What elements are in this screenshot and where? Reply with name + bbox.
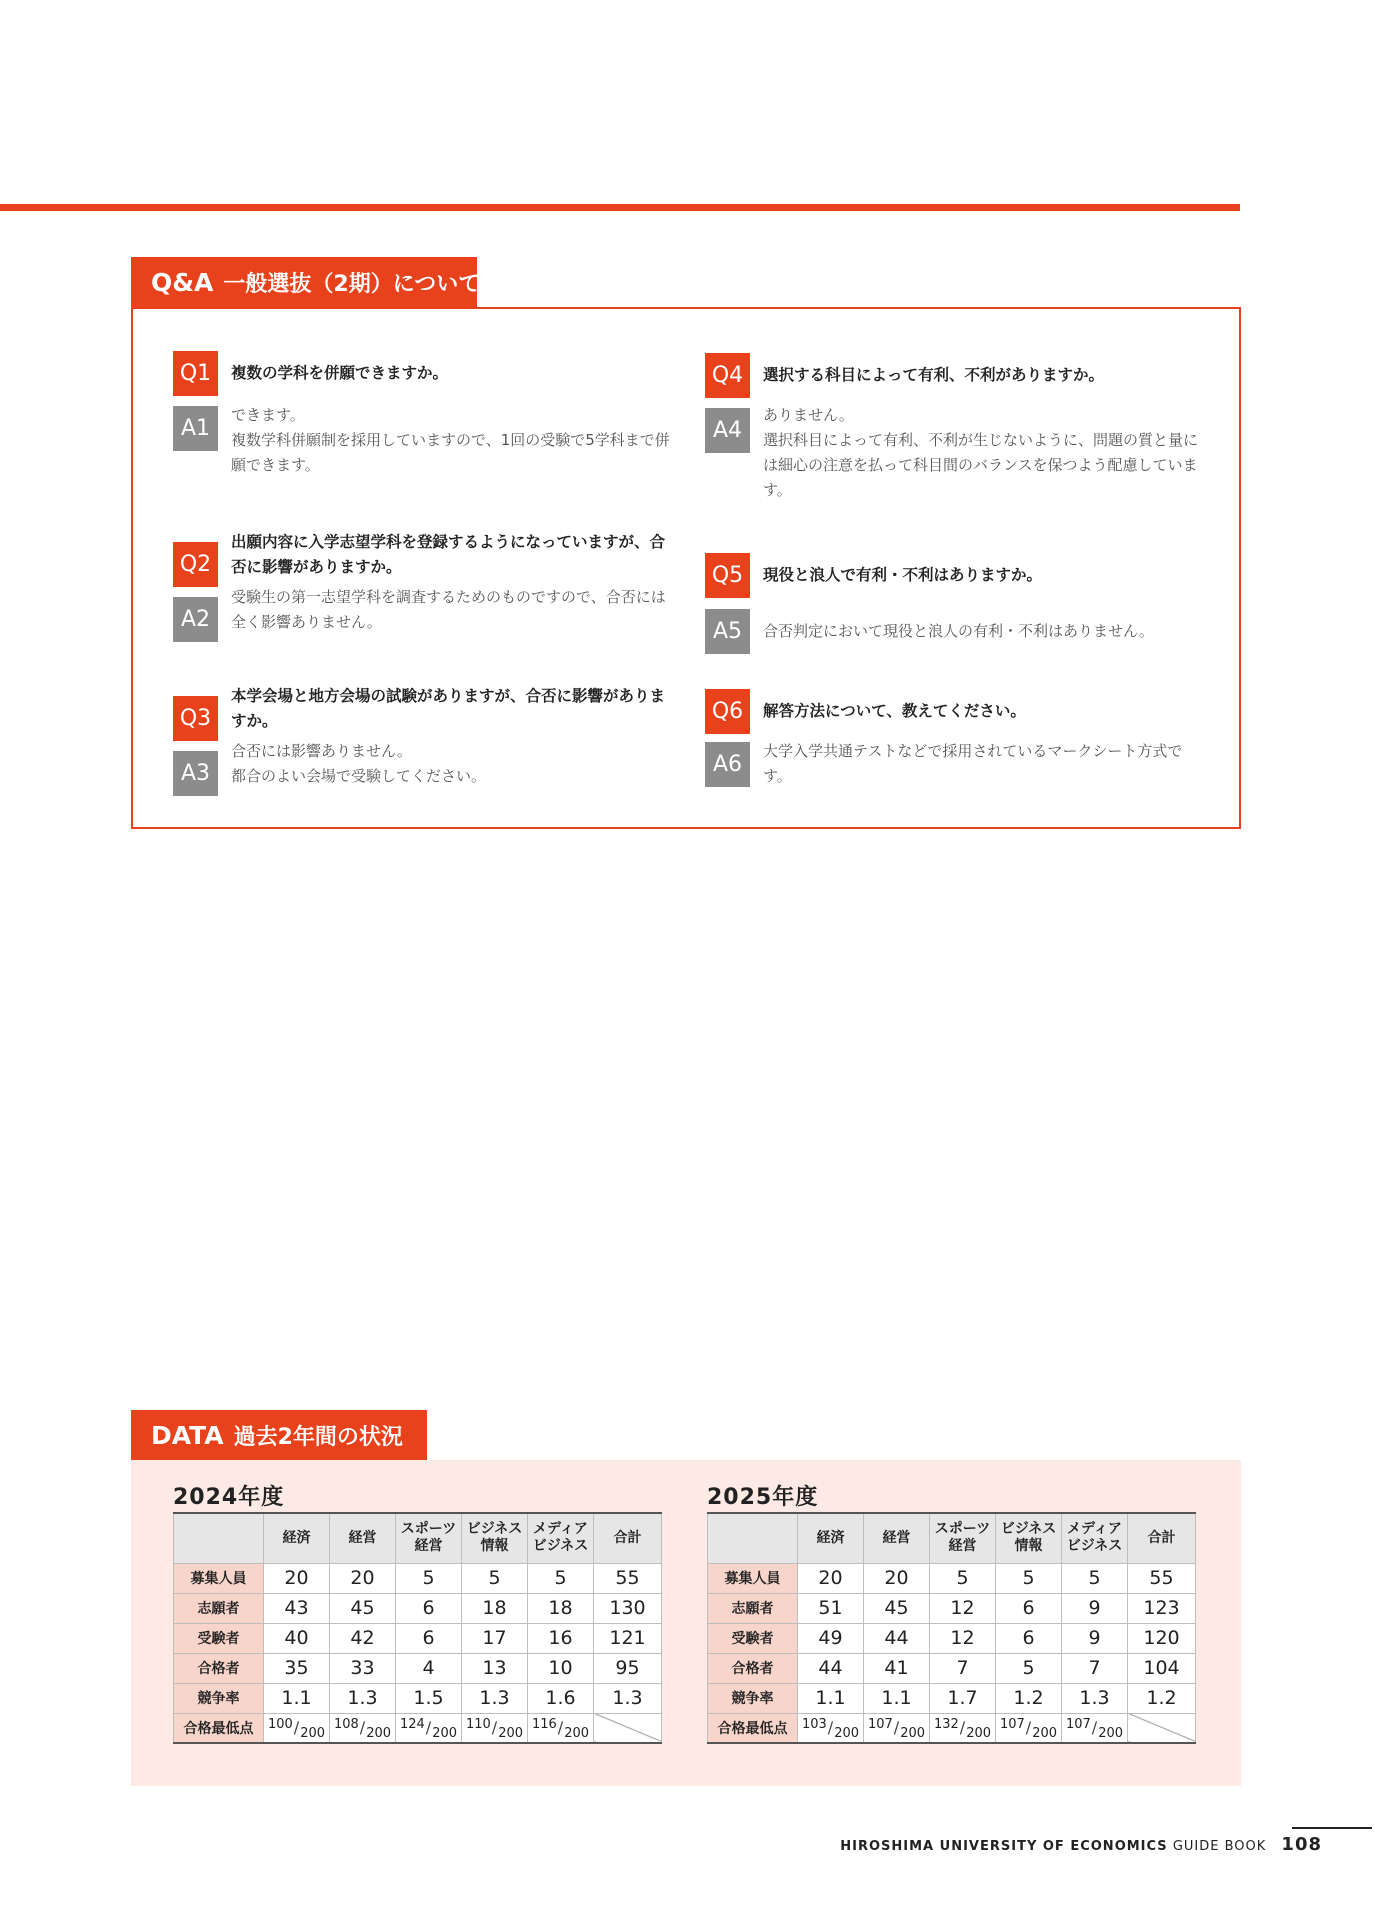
column-header: メディア ビジネス bbox=[528, 1513, 594, 1563]
question-badge: Q1 bbox=[173, 351, 218, 396]
min-score-cell bbox=[264, 1713, 330, 1743]
table-cell: 51 bbox=[798, 1593, 864, 1623]
empty-diagonal-cell bbox=[1128, 1713, 1196, 1743]
answer-badge: A2 bbox=[173, 597, 218, 642]
data-tab-title: 過去2年間の状況 bbox=[233, 1425, 403, 1450]
question-text: 出願内容に入学志望学科を登録するようになっていますが、合否に影響がありますか。 bbox=[231, 533, 666, 576]
min-score-value: 132 bbox=[933, 1717, 959, 1733]
table-cell: 9 bbox=[1062, 1593, 1128, 1623]
min-score-value: 103 bbox=[801, 1717, 827, 1733]
table-cell: 12 bbox=[930, 1593, 996, 1623]
fraction-slash: ∕ bbox=[425, 1718, 432, 1738]
fraction-slash: ∕ bbox=[359, 1718, 366, 1738]
question-badge: Q3 bbox=[173, 696, 218, 741]
min-score-denominator: 200 bbox=[432, 1726, 458, 1742]
table-cell: 121 bbox=[594, 1623, 662, 1653]
min-score-value: 107 bbox=[999, 1717, 1025, 1733]
table-cell: 6 bbox=[396, 1593, 462, 1623]
min-score-value: 124 bbox=[399, 1717, 425, 1733]
fraction-slash: ∕ bbox=[827, 1718, 834, 1738]
table-year-2024: 2024年度 bbox=[173, 1485, 285, 1510]
row-header: 志願者 bbox=[174, 1593, 264, 1623]
answer-text: 合否には影響ありません。 都合のよい会場で受験してください。 bbox=[231, 742, 487, 785]
table-cell: 20 bbox=[264, 1563, 330, 1593]
stats-table-2025 bbox=[707, 1512, 1196, 1744]
table-cell: 1.2 bbox=[996, 1683, 1062, 1713]
table-cell: 1.1 bbox=[798, 1683, 864, 1713]
min-score-value: 107 bbox=[867, 1717, 893, 1733]
table-cell: 1.1 bbox=[264, 1683, 330, 1713]
min-score-denominator: 200 bbox=[498, 1726, 524, 1742]
row-header: 受験者 bbox=[174, 1623, 264, 1653]
table-cell: 12 bbox=[930, 1623, 996, 1653]
min-score-denominator: 200 bbox=[900, 1726, 926, 1742]
answer-badge: A5 bbox=[705, 609, 750, 654]
table-cell: 35 bbox=[264, 1653, 330, 1683]
table-cell: 1.3 bbox=[594, 1683, 662, 1713]
empty-diagonal-cell bbox=[594, 1713, 662, 1743]
min-score-cell bbox=[396, 1713, 462, 1743]
min-score-value: 110 bbox=[465, 1717, 491, 1733]
footer-rule bbox=[1292, 1827, 1372, 1829]
row-header: 合格者 bbox=[174, 1653, 264, 1683]
table-cell: 1.3 bbox=[462, 1683, 528, 1713]
min-score-denominator: 200 bbox=[1098, 1726, 1124, 1742]
table-cell: 5 bbox=[1062, 1563, 1128, 1593]
qa-tab-title: 一般選抜（2期）について bbox=[223, 272, 481, 297]
min-score-value: 116 bbox=[531, 1717, 557, 1733]
table-cell: 49 bbox=[798, 1623, 864, 1653]
table-row bbox=[708, 1653, 1196, 1683]
table-cell: 44 bbox=[864, 1623, 930, 1653]
table-cell: 95 bbox=[594, 1653, 662, 1683]
table-cell: 1.6 bbox=[528, 1683, 594, 1713]
table-cell: 1.5 bbox=[396, 1683, 462, 1713]
min-score-denominator: 200 bbox=[366, 1726, 392, 1742]
table-cell: 45 bbox=[864, 1593, 930, 1623]
fraction-slash: ∕ bbox=[893, 1718, 900, 1738]
min-score-denominator: 200 bbox=[564, 1726, 590, 1742]
row-header: 志願者 bbox=[708, 1593, 798, 1623]
table-cell: 44 bbox=[798, 1653, 864, 1683]
table-row bbox=[708, 1713, 1196, 1743]
table-cell: 130 bbox=[594, 1593, 662, 1623]
table-cell: 17 bbox=[462, 1623, 528, 1653]
table-cell: 13 bbox=[462, 1653, 528, 1683]
table-cell: 5 bbox=[996, 1563, 1062, 1593]
question-badge: Q6 bbox=[705, 689, 750, 734]
table-corner bbox=[708, 1513, 798, 1563]
table-row bbox=[708, 1563, 1196, 1593]
min-score-cell bbox=[996, 1713, 1062, 1743]
table-cell: 5 bbox=[528, 1563, 594, 1593]
table-corner bbox=[174, 1513, 264, 1563]
question-text: 解答方法について、教えてください。 bbox=[763, 702, 1026, 720]
min-score-denominator: 200 bbox=[966, 1726, 992, 1742]
table-cell: 1.3 bbox=[330, 1683, 396, 1713]
qa-section-tab bbox=[131, 257, 481, 308]
answer-text: ありません。 選択科目によって有利、不利が生じないように、問題の質と量には細心の注意を払って科目間のバランスを保つよう配慮しています。 bbox=[763, 406, 1199, 499]
table-cell: 5 bbox=[930, 1563, 996, 1593]
column-header: 合計 bbox=[594, 1513, 662, 1563]
table-cell: 1.1 bbox=[864, 1683, 930, 1713]
table-cell: 20 bbox=[798, 1563, 864, 1593]
answer-text: 合否判定において現役と浪人の有利・不利はありません。 bbox=[763, 622, 1154, 640]
question-badge: Q4 bbox=[705, 353, 750, 398]
column-header: スポーツ 経営 bbox=[930, 1513, 996, 1563]
fraction-slash: ∕ bbox=[293, 1718, 300, 1738]
table-cell: 45 bbox=[330, 1593, 396, 1623]
table-row bbox=[708, 1683, 1196, 1713]
min-score-cell bbox=[798, 1713, 864, 1743]
table-cell: 1.3 bbox=[1062, 1683, 1128, 1713]
row-header: 合格最低点 bbox=[174, 1713, 264, 1743]
min-score-cell bbox=[930, 1713, 996, 1743]
question-badge: Q5 bbox=[705, 553, 750, 598]
min-score-value: 108 bbox=[333, 1717, 359, 1733]
min-score-cell bbox=[864, 1713, 930, 1743]
column-header: 経済 bbox=[798, 1513, 864, 1563]
column-header: ビジネス 情報 bbox=[462, 1513, 528, 1563]
row-header: 受験者 bbox=[708, 1623, 798, 1653]
column-header: 経営 bbox=[864, 1513, 930, 1563]
table-cell: 9 bbox=[1062, 1623, 1128, 1653]
answer-badge: A6 bbox=[705, 742, 750, 787]
answer-badge: A1 bbox=[173, 406, 218, 451]
column-header: 経営 bbox=[330, 1513, 396, 1563]
question-text: 本学会場と地方会場の試験がありますが、合否に影響がありますか。 bbox=[231, 687, 666, 730]
question-badge: Q2 bbox=[173, 542, 218, 587]
table-row bbox=[174, 1623, 662, 1653]
row-header: 競争率 bbox=[708, 1683, 798, 1713]
page-number: 108 bbox=[1281, 1834, 1322, 1855]
min-score-denominator: 200 bbox=[300, 1726, 326, 1742]
table-row bbox=[174, 1683, 662, 1713]
table-cell: 5 bbox=[462, 1563, 528, 1593]
min-score-denominator: 200 bbox=[1032, 1726, 1058, 1742]
qa-tab-prefix: Q&A bbox=[151, 268, 214, 297]
fraction-slash: ∕ bbox=[1025, 1718, 1032, 1738]
fraction-slash: ∕ bbox=[557, 1718, 564, 1738]
row-header: 募集人員 bbox=[708, 1563, 798, 1593]
table-cell: 123 bbox=[1128, 1593, 1196, 1623]
question-text: 選択する科目によって有利、不利がありますか。 bbox=[763, 366, 1105, 384]
column-header: ビジネス 情報 bbox=[996, 1513, 1062, 1563]
row-header: 合格者 bbox=[708, 1653, 798, 1683]
table-cell: 42 bbox=[330, 1623, 396, 1653]
row-header: 競争率 bbox=[174, 1683, 264, 1713]
answer-badge: A3 bbox=[173, 751, 218, 796]
question-text: 複数の学科を併願できますか。 bbox=[231, 364, 449, 382]
table-cell: 40 bbox=[264, 1623, 330, 1653]
table-cell: 6 bbox=[996, 1593, 1062, 1623]
data-section-tab bbox=[131, 1410, 427, 1461]
fraction-slash: ∕ bbox=[1091, 1718, 1098, 1738]
column-header: 経済 bbox=[264, 1513, 330, 1563]
min-score-cell bbox=[462, 1713, 528, 1743]
qa-box bbox=[131, 307, 1241, 829]
answer-text: 大学入学共通テストなどで採用されているマークシート方式です。 bbox=[763, 742, 1183, 785]
page-footer bbox=[840, 1834, 1322, 1855]
column-header: メディア ビジネス bbox=[1062, 1513, 1128, 1563]
table-row bbox=[174, 1593, 662, 1623]
table-cell: 20 bbox=[864, 1563, 930, 1593]
fraction-slash: ∕ bbox=[959, 1718, 966, 1738]
column-header: 合計 bbox=[1128, 1513, 1196, 1563]
table-cell: 4 bbox=[396, 1653, 462, 1683]
table-cell: 10 bbox=[528, 1653, 594, 1683]
table-cell: 16 bbox=[528, 1623, 594, 1653]
table-cell: 6 bbox=[396, 1623, 462, 1653]
table-cell: 7 bbox=[930, 1653, 996, 1683]
table-cell: 20 bbox=[330, 1563, 396, 1593]
min-score-value: 100 bbox=[267, 1717, 293, 1733]
table-cell: 33 bbox=[330, 1653, 396, 1683]
top-accent-rule bbox=[0, 204, 1240, 211]
min-score-value: 107 bbox=[1065, 1717, 1091, 1733]
table-row bbox=[174, 1563, 662, 1593]
table-cell: 18 bbox=[462, 1593, 528, 1623]
answer-badge: A4 bbox=[705, 408, 750, 453]
footer-university: HIROSHIMA UNIVERSITY OF ECONOMICS bbox=[840, 1839, 1168, 1854]
table-cell: 120 bbox=[1128, 1623, 1196, 1653]
question-text: 現役と浪人で有利・不利はありますか。 bbox=[763, 566, 1043, 584]
min-score-cell bbox=[1062, 1713, 1128, 1743]
table-cell: 6 bbox=[996, 1623, 1062, 1653]
table-cell: 43 bbox=[264, 1593, 330, 1623]
table-row bbox=[708, 1623, 1196, 1653]
data-tab-prefix: DATA bbox=[151, 1421, 224, 1450]
table-cell: 1.2 bbox=[1128, 1683, 1196, 1713]
table-cell: 41 bbox=[864, 1653, 930, 1683]
min-score-cell bbox=[528, 1713, 594, 1743]
row-header: 募集人員 bbox=[174, 1563, 264, 1593]
table-cell: 7 bbox=[1062, 1653, 1128, 1683]
table-cell: 104 bbox=[1128, 1653, 1196, 1683]
table-cell: 18 bbox=[528, 1593, 594, 1623]
answer-text: 受験生の第一志望学科を調査するためのものですので、合否には全く影響ありません。 bbox=[231, 588, 666, 631]
footer-guidebook: GUIDE BOOK bbox=[1172, 1839, 1267, 1854]
table-year-2025: 2025年度 bbox=[707, 1485, 819, 1510]
column-header: スポーツ 経営 bbox=[396, 1513, 462, 1563]
min-score-denominator: 200 bbox=[834, 1726, 860, 1742]
table-cell: 5 bbox=[996, 1653, 1062, 1683]
stats-table-2024 bbox=[173, 1512, 662, 1744]
row-header: 合格最低点 bbox=[708, 1713, 798, 1743]
min-score-cell bbox=[330, 1713, 396, 1743]
table-cell: 55 bbox=[1128, 1563, 1196, 1593]
table-row bbox=[174, 1653, 662, 1683]
table-row bbox=[174, 1713, 662, 1743]
table-cell: 5 bbox=[396, 1563, 462, 1593]
table-cell: 55 bbox=[594, 1563, 662, 1593]
table-cell: 1.7 bbox=[930, 1683, 996, 1713]
table-row bbox=[708, 1593, 1196, 1623]
fraction-slash: ∕ bbox=[491, 1718, 498, 1738]
answer-text: できます。 複数学科併願制を採用していますので、1回の受験で5学科まで併願できます。 bbox=[231, 406, 670, 474]
